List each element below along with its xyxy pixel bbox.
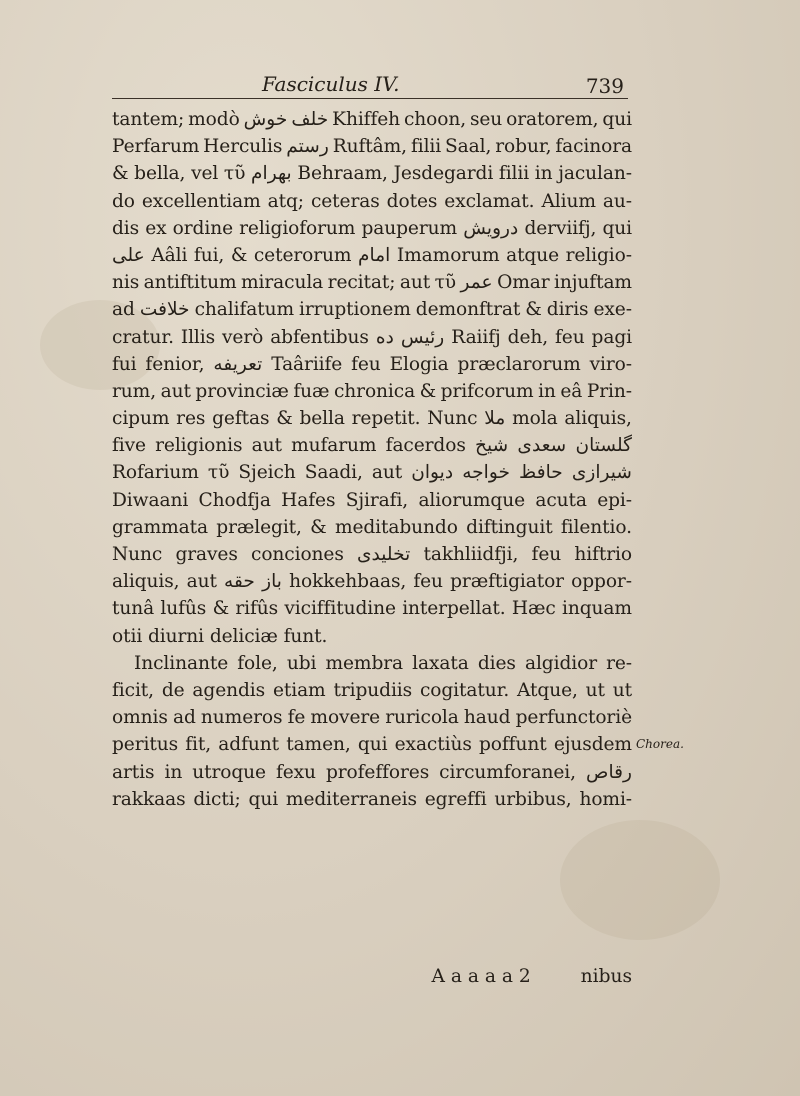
text-line: على Aâli fui, & ceterorum امام Imamorum atque religio- [112, 244, 632, 266]
running-title: Fasciculus IV. [262, 72, 400, 96]
text-line: grammata prælegit, & meditabundo diftinguit filentio. [112, 516, 632, 538]
margin-note: Chorea. [636, 737, 684, 751]
text-line: tantem; modò خوش خلف Khiffeh choon, seu oratorem, qui [112, 109, 632, 130]
text-line: cratur. Illis verò abfentibus ده رئيس Raiifj deh, feu pagi [112, 326, 632, 348]
text-line: do excellentiam atq; ceteras dotes exclamat. Alium au- [112, 190, 632, 212]
text-line: Diwaani Chodfja Hafes Sjirafi, aliorumque acuta epi- [112, 489, 632, 511]
text-line: fui fenior, تعريفه Taâriife feu Elogia præclarorum viro- [112, 353, 632, 375]
text-line: & bella, vel τῦ بهرام Behraam, Jesdegardi filii in jaculan- [112, 163, 632, 185]
text-line: five religionis aut mufarum facerdos شيخ سعدى گلستان [112, 435, 632, 457]
text-line: dis ex ordine religioforum pauperum درويش derviifj, qui [112, 217, 632, 239]
catchword: nibus [580, 966, 632, 987]
text-line: Inclinante fole, ubi membra laxata dies algidior re- [134, 652, 632, 674]
page-header [112, 68, 628, 99]
catchline [112, 966, 632, 987]
signature-mark: A a a a a 2 [431, 966, 531, 987]
body-text [112, 106, 632, 813]
paper-stain [560, 820, 720, 940]
text-line: ficit, de agendis etiam tripudiis cogitatur. Atque, ut ut [112, 679, 632, 701]
text-line: Rofarium τῦ Sjeich Saadi, aut ديوان خواجه حافظ شيرازى [112, 462, 632, 484]
text-line: ad خلافت chalifatum irruptionem demonftrat & diris exe- [112, 299, 632, 321]
text-line: otii diurni deliciæ funt. [112, 625, 328, 647]
text-line: Perfarum Herculis رستم Ruftâm, filii Saal, robur, facinora [112, 136, 632, 158]
text-line: cipum res geftas & bella repetit. Nunc ملا mola aliquis, [112, 408, 632, 430]
page-number: 739 [585, 74, 624, 98]
text-line: rum, aut provinciæ fuæ chronica & prifcorum in eâ Prin- [112, 380, 632, 402]
text-line: omnis ad numeros fe movere ruricola haud perfunctoriè [112, 707, 632, 729]
text-line: peritus fit, adfunt tamen, qui exactiùs poffunt ejusdem [112, 734, 632, 756]
text-line: Nunc graves conciones تخليدى takhliidfji, feu hiftrio [112, 544, 632, 565]
text-line: rakkaas dicti; qui mediterraneis egreffi urbibus, homi- [112, 788, 632, 810]
text-line: tunâ lufûs & rifûs viciffitudine interpellat. Hæc inquam [112, 598, 632, 620]
text-line: artis in utroque fexu profeffores circumforanei, رقاص [112, 761, 632, 783]
text-line: aliquis, aut حقه باز hokkehbaas, feu præftigiator oppor- [112, 571, 632, 593]
text-line: nis antiftitum miracula recitat; aut τῦ عمر Omar injuftam [112, 272, 632, 294]
